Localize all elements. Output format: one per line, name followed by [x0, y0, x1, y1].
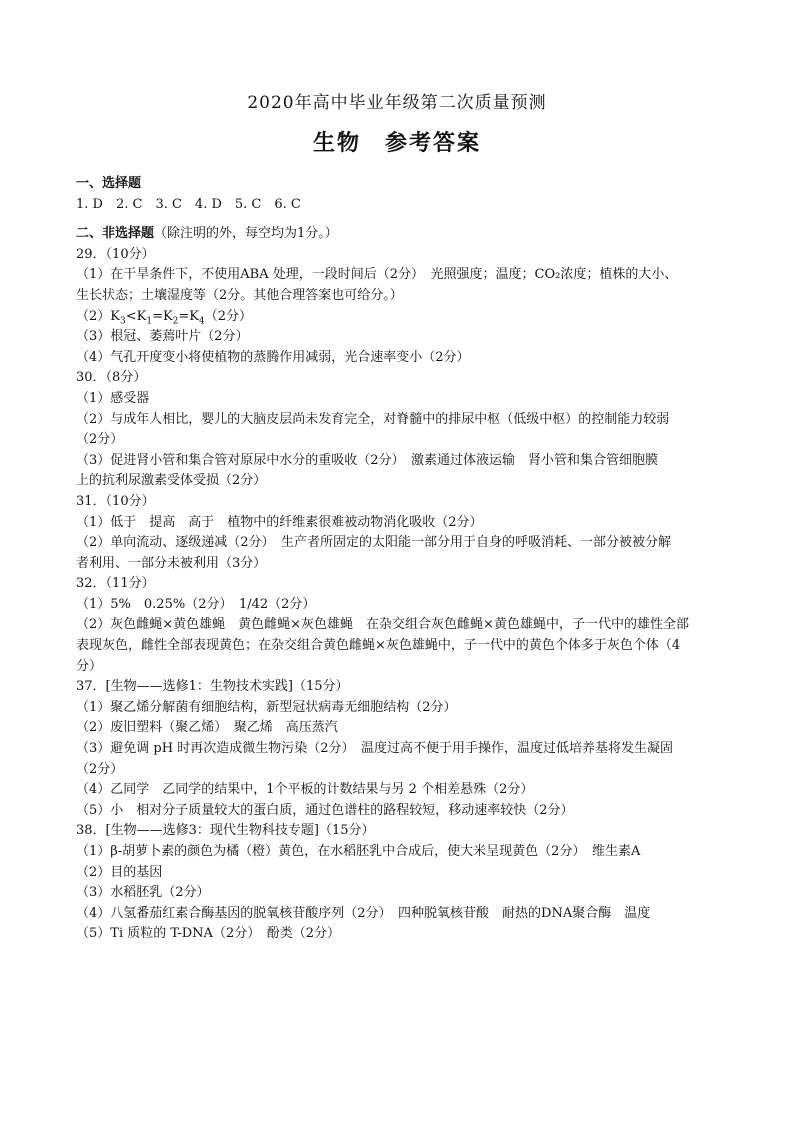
q38-a4: （4）八氢番茄红素合酶基因的脱氧核苷酸序列（2分） 四种脱氧核苷酸 耐热的DNA聚合酶 温度 [76, 905, 651, 921]
section-note: （除注明的外，每空均为1分。） [154, 226, 338, 242]
q37-a4: （4）乙同学 乙同学的结果中，1个平板的计数结果与另 2 个相差悬殊（2分） [76, 782, 534, 798]
q32-a1: （1）5% 0.25%（2分） 1/42（2分） [76, 596, 316, 612]
q37-a3-line2: （2分） [76, 761, 124, 777]
q29-head: 29．（10分） [76, 246, 155, 262]
q32-head: 32．（11分） [76, 576, 155, 592]
q37-a5: （5）小 相对分子质量较大的蛋白质，通过色谱柱的路程较短，移动速率较快（2分） [76, 802, 574, 818]
page-subtitle: 生物 参考答案 [312, 130, 481, 156]
q30-a3-line1: （3）促进肾小管和集合管对原尿中水分的重吸收（2分） 激素通过体液运输 肾小管和集合管细胞膜 [76, 452, 659, 468]
q29-a3: （3）根冠、萎蔫叶片（2分） [76, 329, 249, 345]
section-heading-nonchoice: 二、非选择题 [76, 226, 155, 242]
q38-a2: （2）目的基因 [76, 864, 163, 880]
q29-a1-line2: 生长状态；土壤湿度等（2分。其他合理答案也可给分。） [76, 287, 403, 303]
q29-a2: $(2)K_3<K_1=K_2=K_4(2$分） [76, 308, 253, 327]
q31-head: 31．（10分） [76, 493, 155, 509]
q37-a2: （2）废旧塑料（聚乙烯） 聚乙烯 高压蒸汽 [76, 720, 338, 736]
q29-a4: （4）气孔开度变小将使植物的蒸腾作用减弱，光合速率变小（2分） [76, 349, 470, 365]
q37-a1: （1）聚乙烯分解菌有细胞结构，新型冠状病毒无细胞结构（2分） [76, 699, 457, 715]
q30-head: 30．（8分） [76, 370, 147, 386]
answer-body [76, 174, 726, 945]
q38-head: 38．[生物——选修3：现代生物科技专题]（15分） [76, 823, 375, 839]
q31-a2-line1: （2）单向流动、逐级递减（2分） 生产者所固定的太阳能一部分用于自身的呼吸消耗、一部分被被分解 [76, 535, 672, 551]
q30-a2-line2: （2分） [76, 432, 124, 448]
q38-a1: （1）β-胡萝卜素的颜色为橘（橙）黄色，在水稻胚乳中合成后，使大米呈现黄色（2分） 维生素A [76, 844, 641, 859]
page-title: 2020年高中毕业年级第二次质量预测 [247, 93, 547, 113]
q31-a2-line2: 者利用、一部分未被利用（3分） [76, 555, 267, 571]
q30-a2-line1: （2）与成年人相比，婴儿的大脑皮层尚未发育完全，对脊髓中的排尿中枢（低级中枢）的控制能力较弱 [76, 411, 670, 427]
q32-a2-line2: 表现灰色，雌性全部表现黄色；在杂交组合黄色雌蝇×灰色雄蝇中，子一代中的黄色个体多于灰色个体（4 [76, 638, 681, 654]
q32-a2-line3: 分） [76, 658, 103, 674]
q31-a1: （1）低于 提高 高于 植物中的纤维素很难被动物消化吸收（2分） [76, 514, 483, 530]
q30-a1: （1）感受器 [76, 390, 150, 406]
q38-a3: （3）水稻胚乳（2分） [76, 885, 210, 901]
section-heading-nonchoice-line [76, 224, 726, 245]
q30-a3-line2: 上的抗利尿激素受体受损（2分） [76, 473, 267, 489]
q37-head: 37．[生物——选修1：生物技术实践]（15分） [76, 679, 349, 695]
q29-a1-line1: （1）在干旱条件下，不使用ABA 处理，一段时间后（2分） 光照强度；温度；CO₂浓度；植株的大小、 [76, 267, 678, 283]
section-heading-choice: 一、选择题 [76, 176, 142, 191]
choice-answers: 1. D 2. C 3. C 4. D 5. C 6. C [76, 196, 301, 212]
q37-a3-line1: （3）避免调 pH 时再次造成微生物污染（2分） 温度过高不便于用手操作，温度过低培养基将发生凝固 [76, 741, 673, 757]
q32-a2-line1: （2）灰色雌蝇×黄色雄蝇 黄色雌蝇×灰色雄蝇 在杂交组合灰色雌蝇×黄色雄蝇中，子一代中的雄性全部 [76, 617, 689, 633]
q38-a5: （5）Ti 质粒的 T-DNA（2分） 酚类（2分） [76, 926, 340, 942]
